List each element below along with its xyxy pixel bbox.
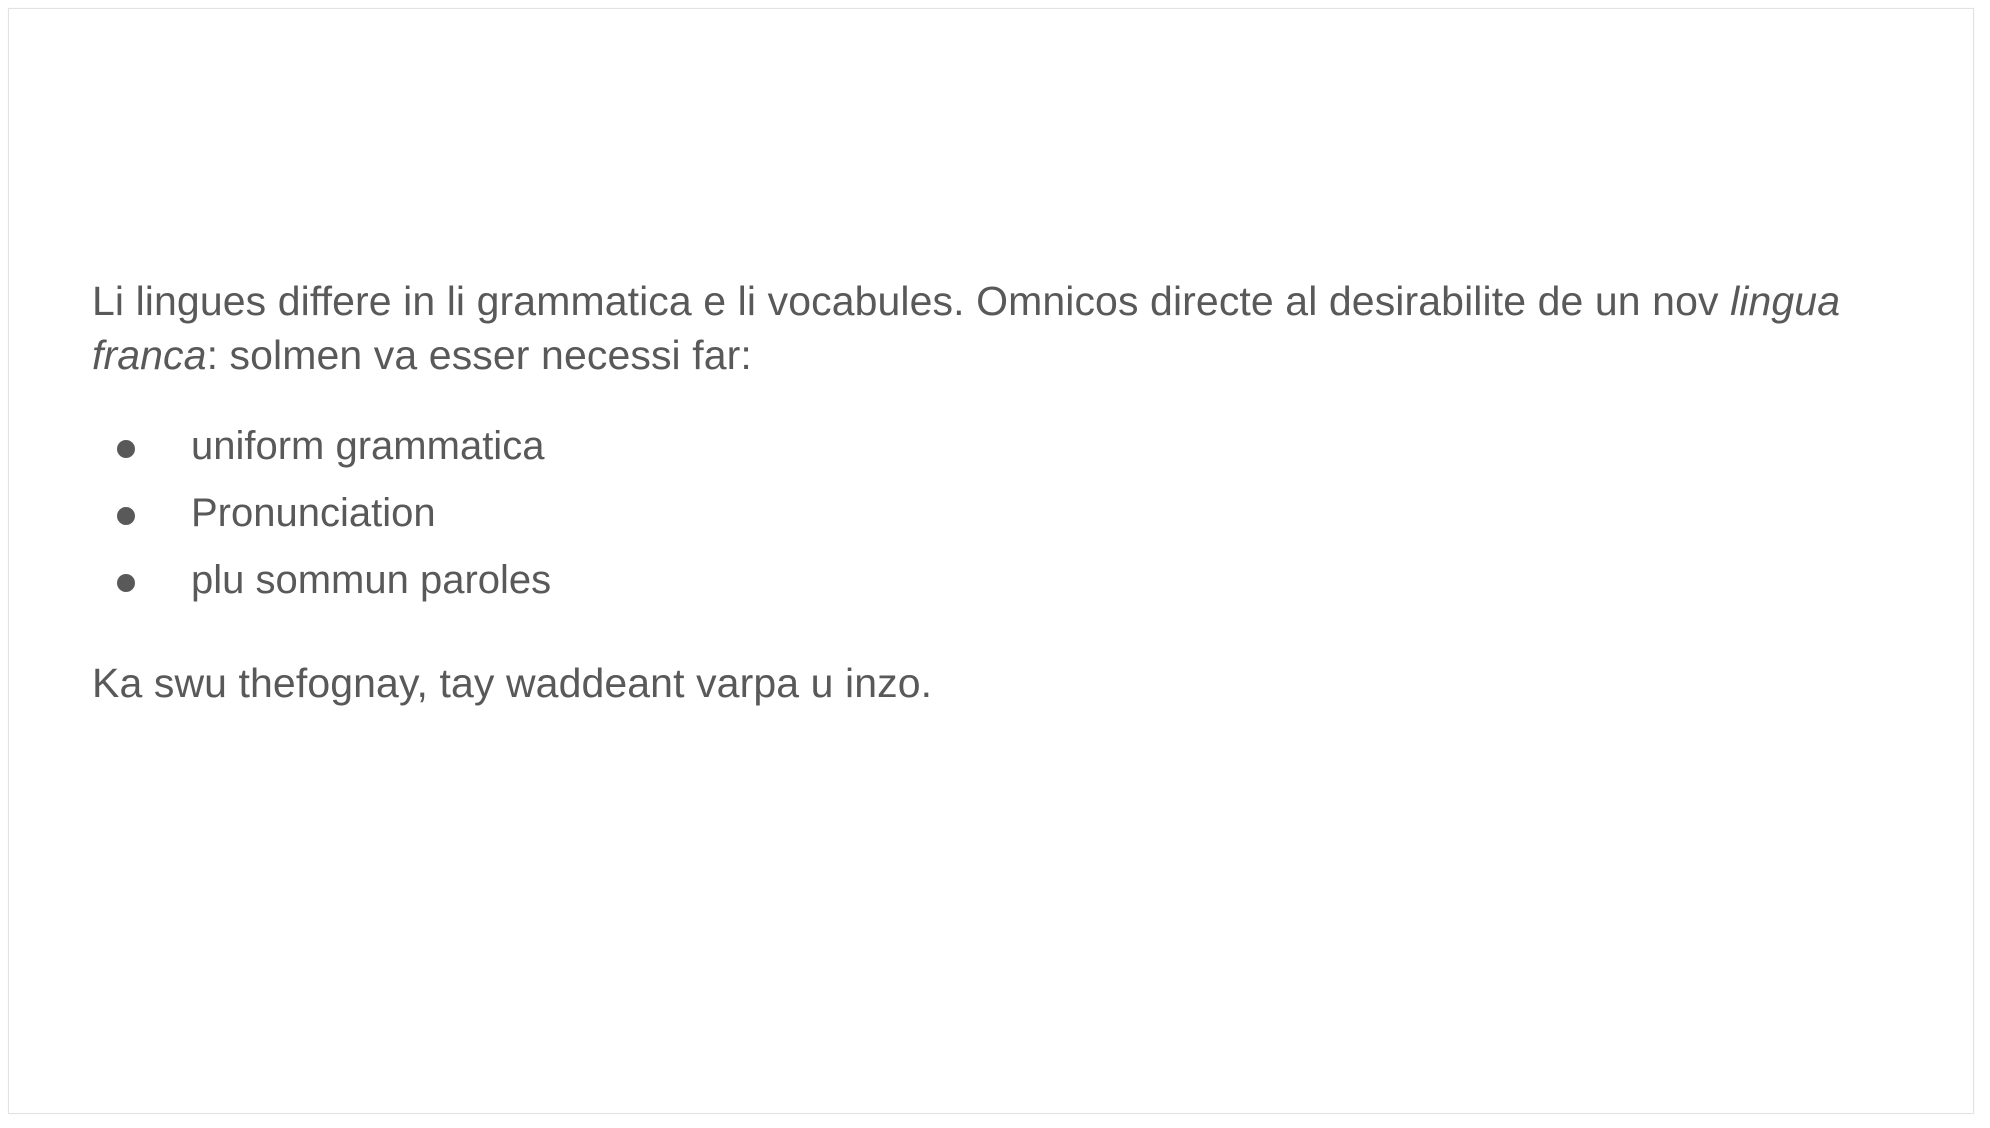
intro-italic-phrase: lingua franca <box>92 278 1841 379</box>
bullet-list <box>92 424 1902 603</box>
list-item-label: plu sommun paroles <box>191 558 552 603</box>
slide-content <box>92 274 1902 710</box>
bullet-dot-icon <box>117 574 135 592</box>
bullet-dot-icon <box>117 507 135 525</box>
intro-paragraph <box>92 274 1902 382</box>
bullet-dot-icon <box>117 440 135 458</box>
list-item <box>92 491 1902 536</box>
list-item-label: Pronunciation <box>191 491 436 536</box>
list-item <box>92 558 1902 603</box>
closing-paragraph: Ka swu thefognay, tay waddeant varpa u inzo. <box>92 660 933 707</box>
intro-text-after-italic: : solmen va esser necessi far: <box>206 332 752 379</box>
list-item-label: uniform grammatica <box>191 424 545 469</box>
intro-text-before-italic: Li lingues differe in li grammatica e li vocabules. Omnicos directe al desirabilite de un nov <box>92 278 1731 324</box>
slide-canvas <box>8 8 1974 1114</box>
list-item <box>92 424 1902 469</box>
